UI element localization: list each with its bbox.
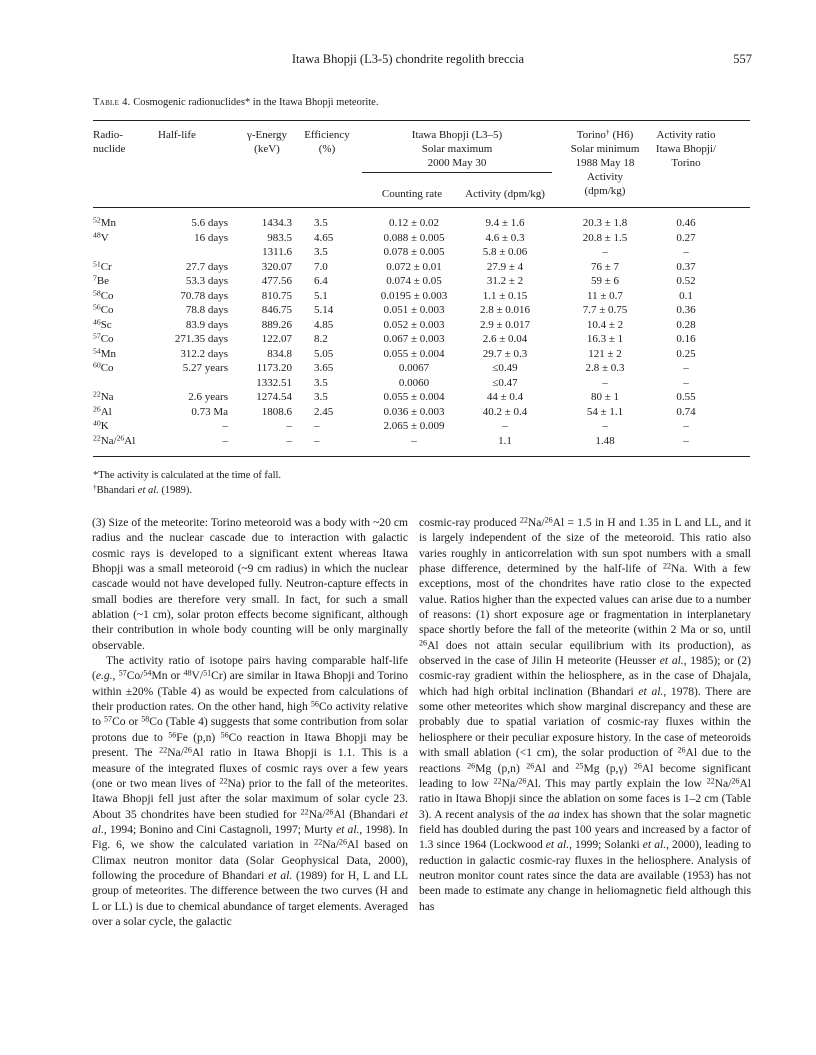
cell-efficiency: 4.85 <box>314 318 334 331</box>
header-halflife: Half-life <box>158 129 196 141</box>
cell-ratio: 0.1 <box>679 289 693 302</box>
nuclide-element: Mn <box>100 347 116 360</box>
cell-energy: 122.07 <box>261 333 292 345</box>
cell-efficiency: 5.05 <box>314 347 334 360</box>
cell-nuclide <box>93 275 109 287</box>
cell-counting-rate: 0.0067 <box>398 362 430 374</box>
cell-efficiency: 3.5 <box>314 217 328 229</box>
cell-efficiency: 4.65 <box>314 231 334 244</box>
nuclide-mass: 57 <box>93 331 101 341</box>
cell-counting-rate: 0.036 ± 0.003 <box>383 405 445 418</box>
cell-efficiency: 6.4 <box>314 275 328 287</box>
cell-torino: 16.3 ± 1 <box>586 333 624 345</box>
cell-half-life: 83.9 days <box>185 318 228 331</box>
nuclide-element: Al <box>124 434 136 447</box>
nuclide-mass: 51 <box>93 259 101 269</box>
cell-torino: 59 ± 6 <box>590 275 620 287</box>
cell-counting-rate: 0.0195 ± 0.003 <box>380 289 448 302</box>
cell-ratio: 0.25 <box>676 347 696 360</box>
cell-energy: 1332.51 <box>256 376 292 389</box>
cell-counting-rate: 0.0060 <box>398 376 430 389</box>
cell-ratio: 0.28 <box>676 318 696 331</box>
cell-torino: – <box>602 420 608 432</box>
cell-activity: 2.8 ± 0.016 <box>479 304 531 316</box>
cell-half-life: 312.2 days <box>180 347 228 360</box>
nuclide-element: Mn <box>100 217 116 229</box>
cell-ratio: 0.27 <box>676 231 696 244</box>
nuclide-mass: 60 <box>93 360 101 370</box>
header-torino: Torino† (H6) Solar minimum 1988 May 18 Activity (dpm/kg) <box>570 127 640 197</box>
cell-half-life: 271.35 days <box>174 333 228 345</box>
cell-activity: 1.1 ± 0.15 <box>482 289 528 302</box>
nuclide-element: V <box>100 231 109 244</box>
cell-counting-rate: 0.067 ± 0.003 <box>383 333 445 345</box>
cell-ratio: 0.16 <box>676 333 696 345</box>
itawa-span-rule <box>362 172 552 173</box>
nuclide-mass: 48 <box>93 230 101 240</box>
cell-energy: 810.75 <box>261 289 292 302</box>
header-itawa: Itawa Bhopji (L3–5) Solar maximum 2000 May 30 <box>411 129 503 169</box>
running-title: Itawa Bhopji (L3-5) chondrite regolith breccia <box>291 52 525 66</box>
cell-ratio: – <box>683 362 689 374</box>
cell-activity: – <box>502 420 508 432</box>
cell-torino: 11 ± 0.7 <box>587 289 623 302</box>
cell-torino: 1.48 <box>595 434 615 447</box>
cell-counting-rate: – <box>411 434 417 447</box>
cell-torino: 80 ± 1 <box>590 391 620 403</box>
cell-nuclide <box>93 217 116 229</box>
cell-half-life: 70.78 days <box>180 289 228 302</box>
table-bottom-rule <box>93 456 750 457</box>
cell-ratio: – <box>683 434 689 447</box>
cell-energy: 834.8 <box>267 347 292 360</box>
cell-ratio: – <box>683 376 689 389</box>
nuclide-mass: 56 <box>93 302 101 312</box>
cell-activity: 31.2 ± 2 <box>486 275 524 287</box>
cell-counting-rate: 0.088 ± 0.005 <box>383 231 445 244</box>
table-label: Table 4. <box>93 97 131 108</box>
cell-efficiency: 3.65 <box>314 362 334 374</box>
paragraph: (3) Size of the meteorite: Torino meteoroid was a body with ~20 cm radius and the nuclear cascade due to interaction with galactic cosmic rays is developed to a significant extent whereas Itawa Bhopji was a small meteoroid (~9 cm radius) in which the nuclear cascade would not have developed fully. Neutron-capture effects in small bodies are therefore very small. In fact, for such a small ablation (~1 cm), solar proton effects become significant, although their contribution in whole body counting will be only marginally observable. <box>92 517 408 652</box>
page-number: 557 <box>733 52 752 66</box>
table-top-rule <box>93 120 750 121</box>
nuclide-mass: 22 <box>93 433 101 443</box>
cell-energy: 983.5 <box>267 231 292 244</box>
cell-efficiency: 5.1 <box>314 289 328 302</box>
nuclide-element: Na <box>100 391 114 403</box>
cell-half-life: 78.8 days <box>185 304 228 316</box>
cell-activity: 5.8 ± 0.06 <box>482 246 528 258</box>
cell-activity: 40.2 ± 0.4 <box>482 405 528 418</box>
cell-efficiency: 7.0 <box>314 260 328 273</box>
cell-half-life: 16 days <box>194 231 228 244</box>
cell-activity: 2.9 ± 0.017 <box>479 318 531 331</box>
cell-energy: 1808.6 <box>261 405 292 418</box>
nuclide-mass: 58 <box>93 288 101 298</box>
cell-counting-rate: 0.12 ± 0.02 <box>388 217 440 229</box>
nuclide-mass: 52 <box>93 215 101 225</box>
cell-activity: 4.6 ± 0.3 <box>485 231 525 244</box>
nuclide-mass: 26 <box>116 433 125 443</box>
cell-nuclide <box>93 304 114 316</box>
cell-activity: 44 ± 0.4 <box>486 391 524 403</box>
nuclide-element: Co <box>100 333 114 345</box>
footnote-activity: *The activity is calculated at the time of fall. <box>93 470 282 481</box>
cell-nuclide <box>93 391 114 403</box>
cell-half-life: – <box>222 434 228 447</box>
cell-torino: 20.8 ± 1.5 <box>582 231 628 244</box>
cell-energy: 1311.6 <box>262 246 292 258</box>
cell-torino: 76 ± 7 <box>590 260 620 273</box>
cell-counting-rate: 0.078 ± 0.005 <box>383 246 445 258</box>
cell-energy: 477.56 <box>261 275 292 287</box>
nuclide-mass: 26 <box>93 404 101 414</box>
nuclide-element: Na/ <box>100 434 117 447</box>
cell-activity: 2.6 ± 0.04 <box>482 333 528 345</box>
cell-energy: 1434.3 <box>261 217 292 229</box>
cell-counting-rate: 0.055 ± 0.004 <box>383 391 445 403</box>
footnote-reference: †Bhandari et al. (1989). <box>93 482 193 496</box>
cell-efficiency: 3.5 <box>314 391 328 403</box>
cell-counting-rate: 0.074 ± 0.05 <box>386 275 442 287</box>
header-energy: γ-Energy (keV) <box>246 129 288 155</box>
cell-efficiency: 3.5 <box>314 246 328 258</box>
cell-nuclide <box>93 435 135 447</box>
cell-torino: 20.3 ± 1.8 <box>582 217 628 229</box>
nuclide-mass: 54 <box>93 346 101 356</box>
cell-efficiency: – <box>314 420 320 432</box>
header-efficiency: Efficiency (%) <box>304 129 350 155</box>
cell-counting-rate: 0.055 ± 0.004 <box>383 347 445 360</box>
cell-nuclide <box>93 406 112 418</box>
cell-energy: 846.75 <box>261 304 292 316</box>
cell-half-life: 5.27 years <box>182 362 228 374</box>
body-column-left <box>92 516 408 930</box>
table-header-rule <box>93 207 750 208</box>
cell-torino: – <box>602 246 608 258</box>
cell-half-life: – <box>222 420 228 432</box>
cell-energy: 1173.20 <box>256 362 292 374</box>
body-column-right <box>419 516 751 915</box>
cell-activity: 27.9 ± 4 <box>486 260 524 273</box>
cell-nuclide <box>93 362 114 374</box>
nuclide-mass: 40 <box>93 418 101 428</box>
cell-ratio: 0.74 <box>676 405 696 418</box>
nuclide-element: Cr <box>100 260 112 273</box>
table-caption <box>93 97 378 108</box>
cell-torino: 54 ± 1.1 <box>586 405 624 418</box>
nuclide-element: Al <box>100 405 112 418</box>
cell-energy: 320.07 <box>261 260 292 273</box>
cell-energy: – <box>286 420 292 432</box>
paragraph: cosmic-ray produced $^{22}$Na/$^{26}$Al = 1.5 in H and 1.35 in L and LL, and it is largely independent of the size of the meteoroid. This ratio also varies roughly in anticorrelation with sun spot numbers with a small phase difference, determined by the half-life of $^{22}$Na. With a few exceptions, most of the chondrites have ratio close to the expected value. Ratios higher than the expected values can arise due to a number of reasons: (1) short exposure age or fragmentation in interplanetary space shortly before the fall of the meteorite (within 2 Ma or so, until $^{26}$Al does not attain secular equilibrium with its production), as observed in the case of Jilin H meteorite (Heusser et al., 1985); or (2) cosmic-ray gradient within the heliosphere, as in the case of Dhajala, which had high orbital inclination (Bhandari et al., 1978). There are some other meteorites which show marginal discrepancy and these are probably due to spatial variation of cosmic-ray fluxes within the heliosphere or their peculiar exposure history. In the case of meteoroids with small ablation (<1 cm), the solar production of $^{26}$Al due to the reactions $^{26}$Mg (p,n) $^{26}$Al and $^{25}$Mg (p,γ) $^{26}$Al become significant leading to low $^{22}$Na/$^{26}$Al. This may partly explain the low $^{22}$Na/$^{26}$Al ratio in Itawa Bhopji since the ablation on some faces is 1–2 cm (Table 3). A recent analysis of the aa index has shown that the solar magnetic field has doubled during the past 100 years and increased by a factor of 1.3 since 1964 (Lockwood et al., 1999; Solanki et al., 2000), leading to reduction in galactic cosmic-ray fluxes in the heliosphere. Analysis of neutron monitor count rates since the data are available (1953) has not been made to estimate any change in heliomagnetic field although this has <box>419 515 752 913</box>
cell-torino: 10.4 ± 2 <box>586 318 624 331</box>
cell-efficiency: 5.14 <box>314 304 334 316</box>
header-activity-ratio: Activity ratio Itawa Bhopji/ Torino <box>655 129 717 169</box>
cell-activity: ≤0.49 <box>492 362 518 374</box>
nuclide-element: Co <box>100 304 114 316</box>
running-head <box>0 52 816 70</box>
cell-half-life: 2.6 years <box>188 391 228 403</box>
cell-nuclide <box>93 348 116 360</box>
cell-ratio: 0.37 <box>676 260 696 273</box>
cell-half-life: 0.73 Ma <box>191 405 228 418</box>
cell-ratio: 0.55 <box>676 391 696 403</box>
cell-half-life: 5.6 days <box>191 217 228 229</box>
nuclide-element: Co <box>100 289 114 302</box>
cell-half-life: 27.7 days <box>185 260 228 273</box>
nuclide-mass: 46 <box>93 317 101 327</box>
header-activity: Activity (dpm/kg) <box>465 188 545 200</box>
cell-activity: 1.1 <box>498 434 512 447</box>
cell-counting-rate: 0.052 ± 0.003 <box>383 318 445 331</box>
cell-counting-rate: 0.072 ± 0.01 <box>386 260 442 273</box>
cell-torino: 7.7 ± 0.75 <box>582 304 628 316</box>
cell-torino: 2.8 ± 0.3 <box>585 362 625 374</box>
cell-activity: 29.7 ± 0.3 <box>482 347 528 360</box>
cell-efficiency: 3.5 <box>314 376 328 389</box>
cell-ratio: – <box>683 246 689 258</box>
table-caption-text: Cosmogenic radionuclides* in the Itawa Bhopji meteorite. <box>133 97 379 108</box>
cell-energy: 1274.54 <box>256 391 292 403</box>
nuclide-element: Be <box>96 275 110 287</box>
paragraph: The activity ratio of isotope pairs having comparable half-life (e.g., $^{57}$Co/$^{54}$Mn or $^{48}$V/$^{51}$Cr) are similar in Itawa Bhopji and Torino within ±20% (Table 4) as would be expected from calculations of their production rates. On the other hand, high $^{56}$Co activity relative to $^{57}$Co or $^{58}$Co (Table 4) suggests that some contribution from solar protons due to $^{56}$Fe (p,n) $^{56}$Co reaction in Itawa Bhopji may be present. The $^{22}$Na/$^{26}$Al ratio in Itawa Bhopji is 1.1. This is a measure of the integrated fluxes of cosmic rays over a few years (one or two mean lives of $^{22}$Na) prior to the fall of the meteorites. Itawa Bhopji fell just after the solar maximum of solar cycle 23. About 35 chondrites have been studied for $^{22}$Na/$^{26}$Al (Bhandari et al., 1994; Bonino and Cini Castagnoli, 1997; Murty et al., 1998). In Fig. 6, we show the calculated variation in $^{22}$Na/$^{26}$Al based on Climax neutron monitor data (Solar Geophysical Data, 2000), following the procedure of Bhandari et al. (1989) for H, L and LL group of meteorites. The difference between the two curves (H and L or LL) is due to chemical abundance of target elements. Averaged over a solar cycle, the galactic <box>92 655 409 928</box>
cell-ratio: 0.36 <box>676 304 696 316</box>
cell-nuclide <box>93 232 109 244</box>
cell-efficiency: 8.2 <box>314 333 328 345</box>
nuclide-mass: 22 <box>93 389 101 399</box>
nuclide-element: K <box>100 420 109 432</box>
nuclide-element: Sc <box>100 318 112 331</box>
cell-efficiency: – <box>314 434 320 447</box>
cell-torino: – <box>602 376 608 389</box>
cell-torino: 121 ± 2 <box>588 347 622 360</box>
cell-nuclide <box>93 290 114 302</box>
cell-nuclide <box>93 261 112 273</box>
cell-ratio: 0.46 <box>676 217 696 229</box>
cell-energy: 889.26 <box>261 318 292 331</box>
cell-energy: – <box>286 434 292 447</box>
nuclide-mass: 7 <box>93 273 97 283</box>
cell-half-life: 53.3 days <box>185 275 228 287</box>
cell-ratio: – <box>683 420 689 432</box>
cell-counting-rate: 2.065 ± 0.009 <box>383 420 445 432</box>
cell-activity: 9.4 ± 1.6 <box>485 217 525 229</box>
cell-ratio: 0.52 <box>676 275 696 287</box>
header-radionuclide: Radio- nuclide <box>93 129 126 155</box>
nuclide-element: Co <box>100 362 114 374</box>
cell-activity: ≤0.47 <box>492 376 518 389</box>
cell-nuclide <box>93 420 109 432</box>
header-counting-rate: Counting rate <box>381 188 443 200</box>
cell-counting-rate: 0.051 ± 0.003 <box>383 304 445 316</box>
cell-nuclide <box>93 319 112 331</box>
cell-nuclide <box>93 333 114 345</box>
cell-efficiency: 2.45 <box>314 405 334 418</box>
